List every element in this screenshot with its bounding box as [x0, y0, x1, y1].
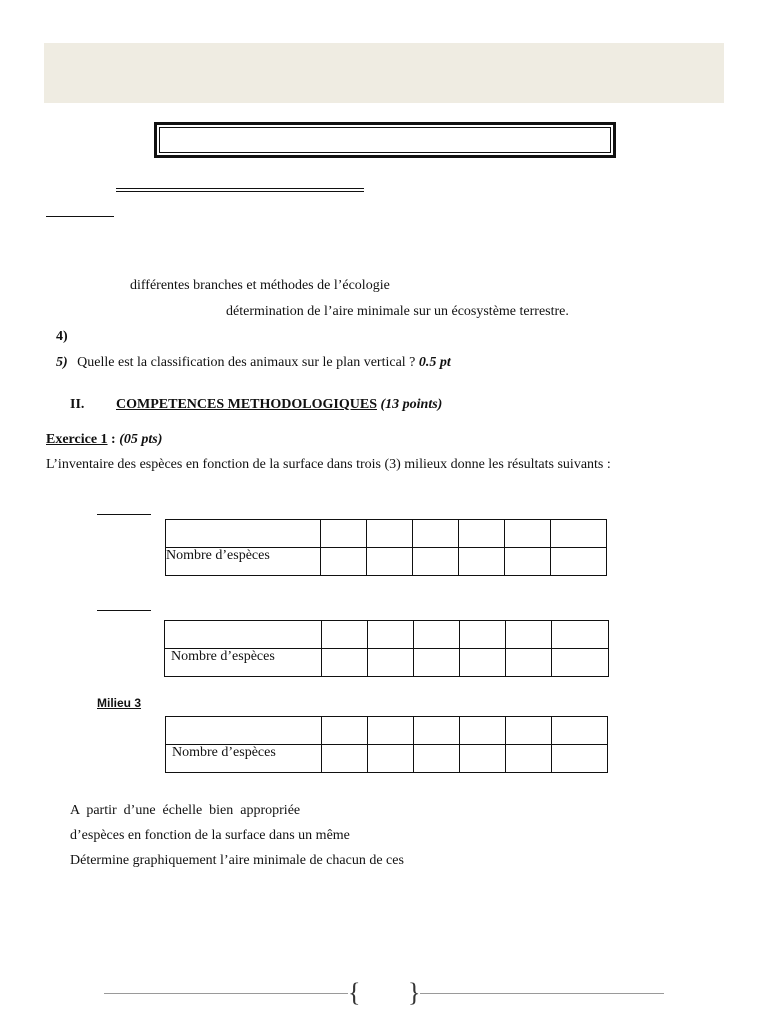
header-band: [44, 43, 724, 103]
table-cell: [552, 745, 608, 773]
table-cell: [460, 621, 506, 649]
table-row-label: Nombre d’espèces: [166, 548, 321, 576]
table-cell: [506, 717, 552, 745]
question-5: [56, 354, 451, 372]
exercise-1-heading: [46, 431, 162, 449]
table-cell: [414, 745, 460, 773]
footer-right-brace: }: [408, 978, 421, 1007]
question-5-points: 0.5 pt: [418, 355, 451, 370]
table-row: [166, 548, 607, 576]
section-underline: [46, 216, 114, 217]
footer-line-right: [420, 993, 664, 994]
milieu-2-label-line: [97, 610, 151, 611]
table-cell: [321, 548, 367, 576]
question-5-text: Quelle est la classification des animaux sur le plan vertical ?: [77, 355, 416, 370]
instruction-line-2: d’espèces en fonction de la surface dans un même: [70, 828, 350, 843]
exercise-1-separator: :: [107, 432, 120, 447]
table-cell: [368, 649, 414, 677]
table-cell: [460, 745, 506, 773]
section-2-title: COMPETENCES METHODOLOGIQUES: [116, 397, 377, 412]
table-row: [166, 520, 607, 548]
table-cell: [322, 717, 368, 745]
table-cell: [505, 520, 551, 548]
data-table-2: [164, 620, 609, 677]
table-row: [165, 621, 609, 649]
title-box-inner: [159, 127, 611, 153]
question-line-2: détermination de l’aire minimale sur un écosystème terrestre.: [226, 304, 569, 319]
table-cell: [459, 548, 505, 576]
table-row-label: Nombre d’espèces: [165, 649, 322, 677]
table-cell: [368, 745, 414, 773]
data-table-3: [165, 716, 608, 773]
data-table-1: [165, 519, 607, 576]
question-5-number: 5): [56, 355, 68, 370]
table-cell: [460, 649, 506, 677]
table-cell: [368, 717, 414, 745]
table-cell: [367, 520, 413, 548]
milieu-3-label: Milieu 3: [97, 696, 142, 710]
table-cell: [322, 649, 368, 677]
table-row: [166, 745, 608, 773]
table-cell: [551, 548, 607, 576]
table-cell: [413, 548, 459, 576]
exercise-1-label: Exercice 1: [46, 432, 108, 447]
exercise-1-intro: L’inventaire des espèces en fonction de la surface dans trois (3) milieux donne les résultats suivants :: [46, 457, 611, 472]
table-cell: [552, 649, 609, 677]
table-cell: [505, 548, 551, 576]
table-cell: [459, 520, 505, 548]
table-cell: [166, 520, 321, 548]
footer-line-left: [104, 993, 348, 994]
table-cell: [552, 717, 608, 745]
table-cell: [552, 621, 609, 649]
section-2-number: II.: [70, 397, 85, 412]
question-4-number: 4): [56, 329, 68, 344]
table-cell: [166, 717, 322, 745]
table-cell: [165, 621, 322, 649]
footer-left-brace: {: [348, 978, 361, 1007]
table-row: [165, 649, 609, 677]
instruction-line-1: A partir d’une échelle bien appropriée: [70, 803, 301, 818]
table-cell: [322, 621, 368, 649]
table-cell: [414, 621, 460, 649]
table-cell: [321, 520, 367, 548]
table-cell: [413, 520, 459, 548]
table-cell: [414, 717, 460, 745]
table-cell: [414, 649, 460, 677]
table-cell: [506, 745, 552, 773]
double-underline: [116, 188, 364, 192]
table-row: [166, 717, 608, 745]
table-cell: [322, 745, 368, 773]
exercise-1-points: (05 pts): [119, 432, 163, 447]
question-line-1: différentes branches et méthodes de l’écologie: [130, 278, 390, 293]
table-cell: [460, 717, 506, 745]
instruction-line-3: Détermine graphiquement l’aire minimale de chacun de ces: [70, 853, 404, 868]
table-cell: [367, 548, 413, 576]
table-cell: [506, 621, 552, 649]
milieu-1-label-line: [97, 514, 151, 515]
section-2-heading: [116, 396, 442, 414]
table-cell: [368, 621, 414, 649]
table-row-label: Nombre d’espèces: [166, 745, 322, 773]
section-2-points: (13 points): [380, 397, 443, 412]
title-box: [154, 122, 616, 158]
table-cell: [551, 520, 607, 548]
table-cell: [506, 649, 552, 677]
